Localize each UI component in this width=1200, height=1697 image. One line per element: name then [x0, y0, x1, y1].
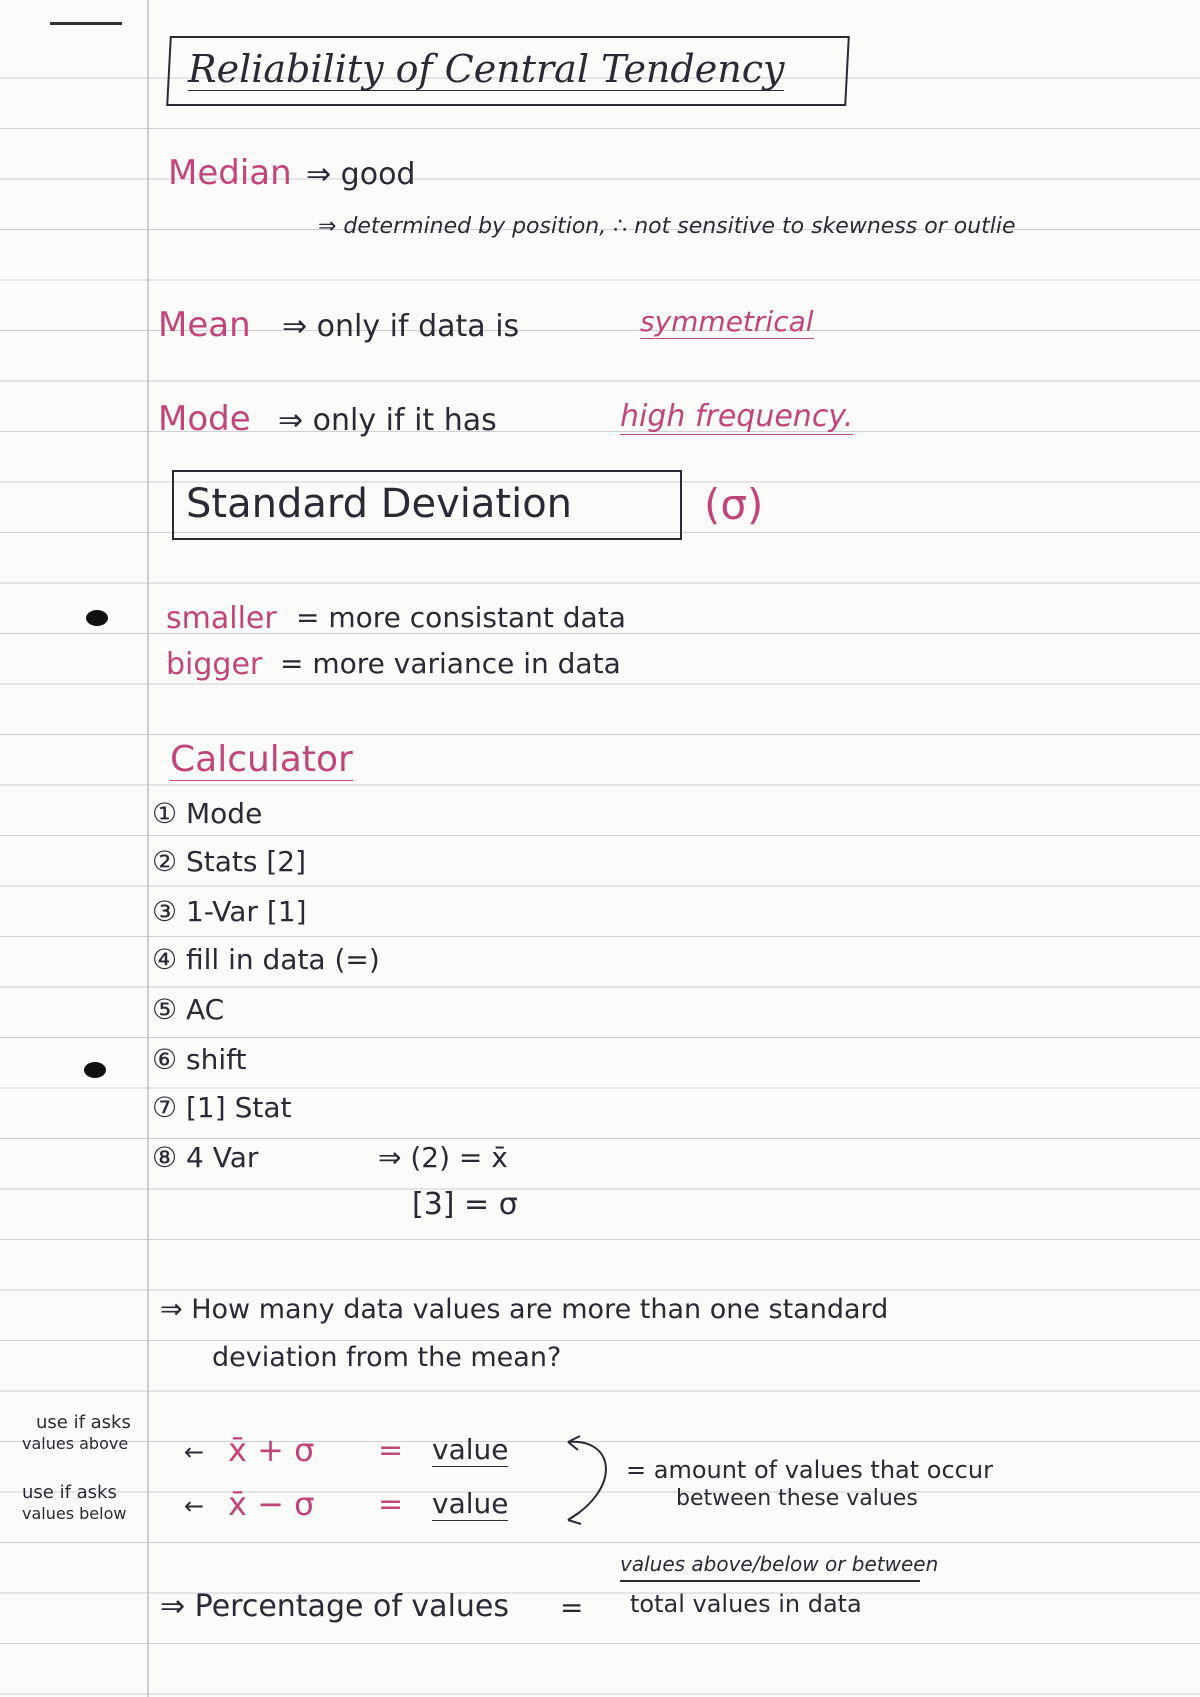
- mode-condition: ⇒ only if it has: [278, 403, 497, 438]
- median-verdict: ⇒ good: [306, 157, 416, 192]
- calculator-step: ② Stats [2]: [152, 845, 307, 878]
- smaller-text: = more consistant data: [296, 601, 626, 634]
- above-note-2: values above: [22, 1434, 129, 1453]
- upper-value: value: [432, 1433, 509, 1466]
- below-note-1: use if asks: [22, 1482, 117, 1503]
- lower-expression: x̄ − σ: [228, 1485, 315, 1523]
- page-title: Reliability of Central Tendency: [188, 47, 785, 91]
- sd-heading: Standard Deviation: [186, 481, 573, 527]
- sd-symbol: (σ): [704, 480, 764, 529]
- bracket-arrows-icon: [560, 1428, 630, 1538]
- percentage-denominator: total values in data: [630, 1590, 862, 1618]
- question-line-1: ⇒ How many data values are more than one standard: [160, 1294, 889, 1325]
- calculator-heading: Calculator: [170, 739, 353, 780]
- bullet-dot-1: [86, 610, 108, 626]
- lower-value: value: [432, 1487, 509, 1520]
- calculator-result-mean: ⇒ (2) = x̄: [378, 1141, 508, 1174]
- bigger-text: = more variance in data: [280, 647, 621, 680]
- lower-arrow: ←: [184, 1492, 205, 1520]
- mode-condition-key: high frequency.: [620, 399, 854, 434]
- mean-condition: ⇒ only if data is: [282, 309, 520, 344]
- percentage-lhs: ⇒ Percentage of values: [160, 1589, 509, 1624]
- upper-equals: =: [378, 1433, 404, 1468]
- between-line-1: = amount of values that occur: [626, 1456, 993, 1484]
- fraction-bar: [620, 1580, 920, 1582]
- mean-label: Mean: [158, 305, 251, 345]
- question-line-2: deviation from the mean?: [212, 1342, 562, 1373]
- median-label: Median: [168, 153, 292, 193]
- calculator-result-sd: [3] = σ: [412, 1187, 518, 1222]
- calculator-step: ⑤ AC: [152, 993, 225, 1026]
- above-note-1: use if asks: [36, 1412, 131, 1433]
- calculator-step: ③ 1-Var [1]: [152, 895, 307, 928]
- calculator-step: ⑦ [1] Stat: [152, 1091, 292, 1124]
- calculator-step: ⑧ 4 Var: [152, 1141, 259, 1174]
- calculator-step: ④ fill in data (=): [152, 943, 380, 976]
- calculator-step: ① Mode: [152, 797, 263, 830]
- median-reason: ⇒ determined by position, ∴ not sensitive to skewness or outlie: [318, 214, 1016, 239]
- between-line-2: between these values: [676, 1486, 918, 1511]
- lower-equals: =: [378, 1487, 404, 1522]
- upper-expression: x̄ + σ: [228, 1431, 315, 1469]
- mean-condition-key: symmetrical: [640, 305, 814, 338]
- smaller-key: smaller: [166, 601, 277, 636]
- mode-label: Mode: [158, 399, 251, 439]
- below-note-2: values below: [22, 1504, 127, 1523]
- bullet-dot-2: [84, 1062, 106, 1078]
- calculator-step: ⑥ shift: [152, 1043, 247, 1076]
- bigger-key: bigger: [166, 647, 263, 682]
- percentage-numerator: values above/below or between: [620, 1552, 939, 1576]
- top-left-dash: [50, 22, 122, 25]
- percentage-equals: =: [560, 1591, 584, 1624]
- upper-arrow: ←: [184, 1438, 205, 1466]
